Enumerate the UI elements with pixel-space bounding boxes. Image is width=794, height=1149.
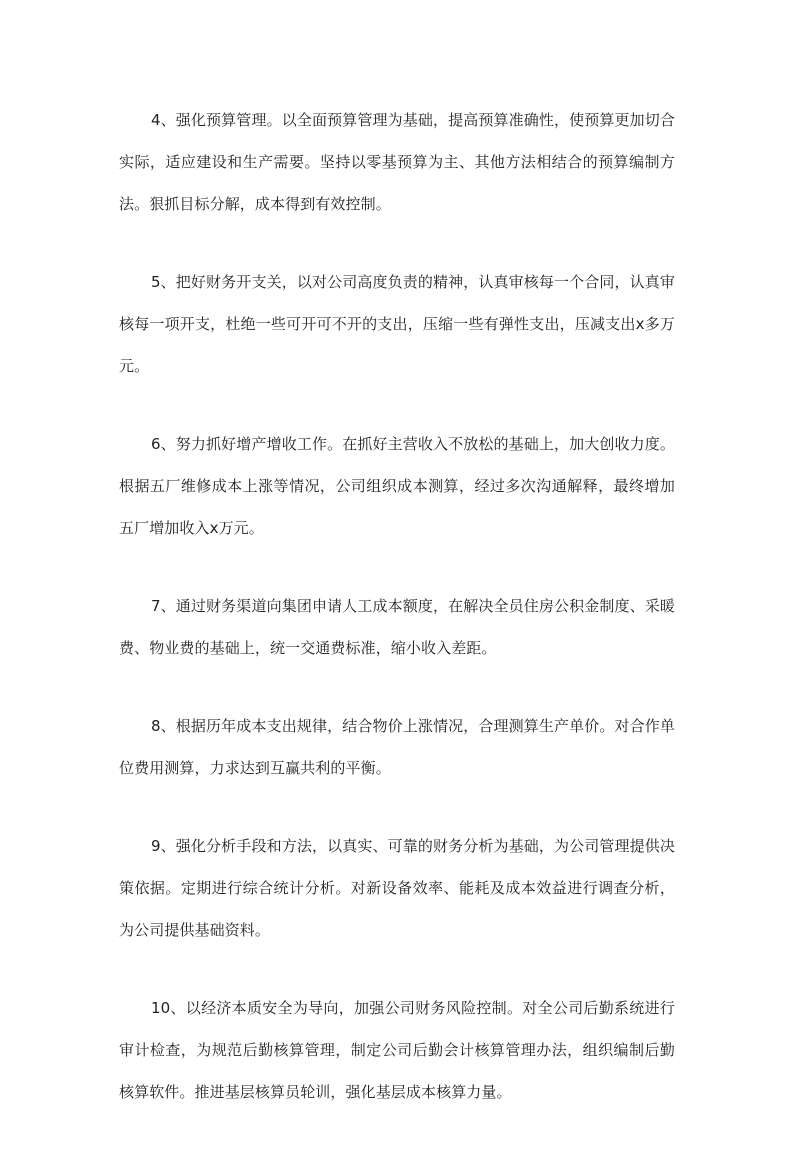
paragraph-item-6: 6、努力抓好增产增收工作。在抓好主营收入不放松的基础上，加大创收力度。根据五厂维修成本上涨等情况，公司组织成本测算，经过多次沟通解释，最终增加五厂增加收入x万元。 (119, 435, 675, 537)
paragraph-item-9: 9、强化分析手段和方法，以真实、可靠的财务分析为基础，为公司管理提供决策依据。定期进行综合统计分析。对新设备效率、能耗及成本效益进行调查分析，为公司提供基础资料。 (119, 837, 675, 939)
paragraph-item-8: 8、根据历年成本支出规律，结合物价上涨情况，合理测算生产单价。对合作单位费用测算，力求达到互赢共利的平衡。 (119, 717, 675, 777)
paragraph-item-4: 4、强化预算管理。以全面预算管理为基础，提高预算准确性，使预算更加切合实际，适应建设和生产需要。坚持以零基预算为主、其他方法相结合的预算编制方法。狠抓目标分解，成本得到有效控制。 (119, 111, 675, 213)
paragraph-item-7: 7、通过财务渠道向集团申请人工成本额度，在解决全员住房公积金制度、采暖费、物业费的基础上，统一交通费标准，缩小收入差距。 (119, 597, 675, 657)
paragraph-item-5: 5、把好财务开支关，以对公司高度负责的精神，认真审核每一个合同，认真审核每一项开支，杜绝一些可开可不开的支出，压缩一些有弹性支出，压减支出x多万元。 (119, 273, 675, 375)
paragraph-item-10: 10、以经济本质安全为导向，加强公司财务风险控制。对全公司后勤系统进行审计检查，为规范后勤核算管理，制定公司后勤会计核算管理办法，组织编制后勤核算软件。推进基层核算员轮训，强化基层成本核算力量。 (119, 999, 675, 1101)
document-body (119, 99, 675, 1149)
